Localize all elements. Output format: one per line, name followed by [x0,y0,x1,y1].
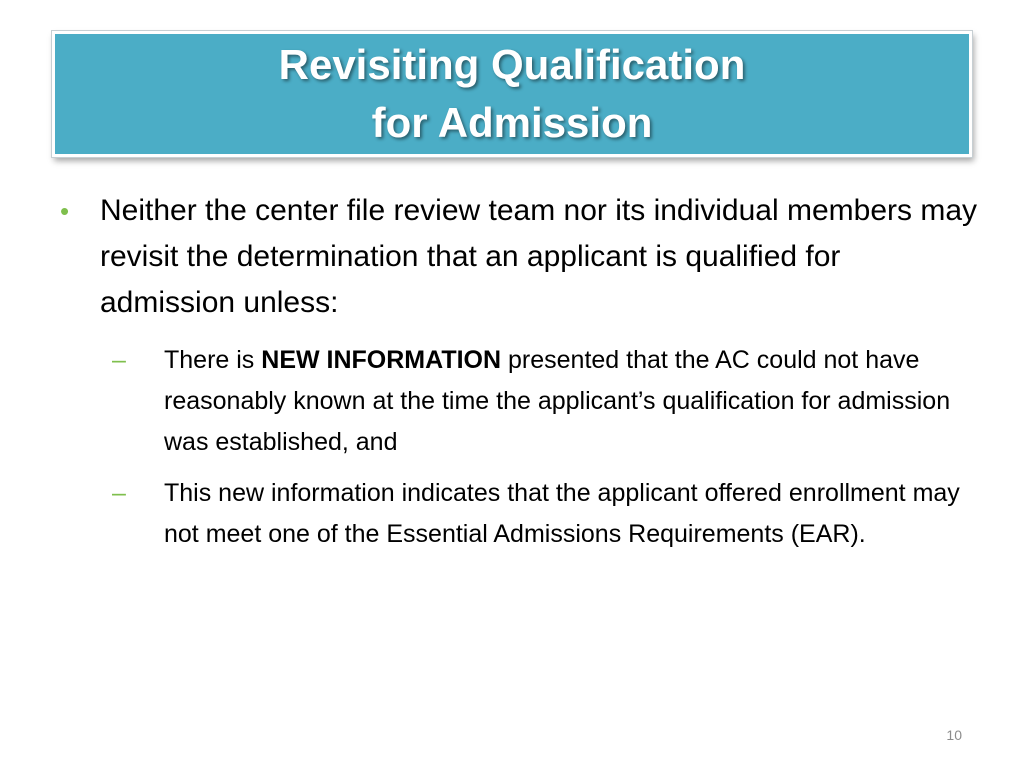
sub-bullet-item [112,473,980,555]
slide-title-line-2: for Admission [371,99,653,146]
sub-bullet-text: This new information indicates that the applicant offered enrollment may not meet one of the Essential Admissions Requirements (EAR). [164,479,960,548]
sub-bullet-list [112,340,980,555]
bullet-item [60,188,980,326]
bullet-text: Neither the center file review team nor its individual members may revisit the determination that an applicant is qualified for admission unless: [100,194,978,319]
page-number: 10 [946,727,962,743]
sub-bullet-text [164,340,980,463]
sub-bullet-prefix: There is [164,346,262,374]
slide-title-line-1: Revisiting Qualification [278,41,746,88]
sub-bullet-emphasis: NEW INFORMATION [261,346,502,374]
sub-bullet-marker: – [112,479,126,507]
sub-bullet-suffix: presented that the AC could not have reasonably known at the time the applicant’s qualification for admission was established, and [164,346,951,456]
sub-bullet-item [112,340,980,463]
slide-title [279,36,746,152]
bullet-marker: • [60,196,70,226]
title-banner [52,31,972,157]
sub-bullet-marker: – [112,346,126,374]
slide-content [60,188,980,565]
